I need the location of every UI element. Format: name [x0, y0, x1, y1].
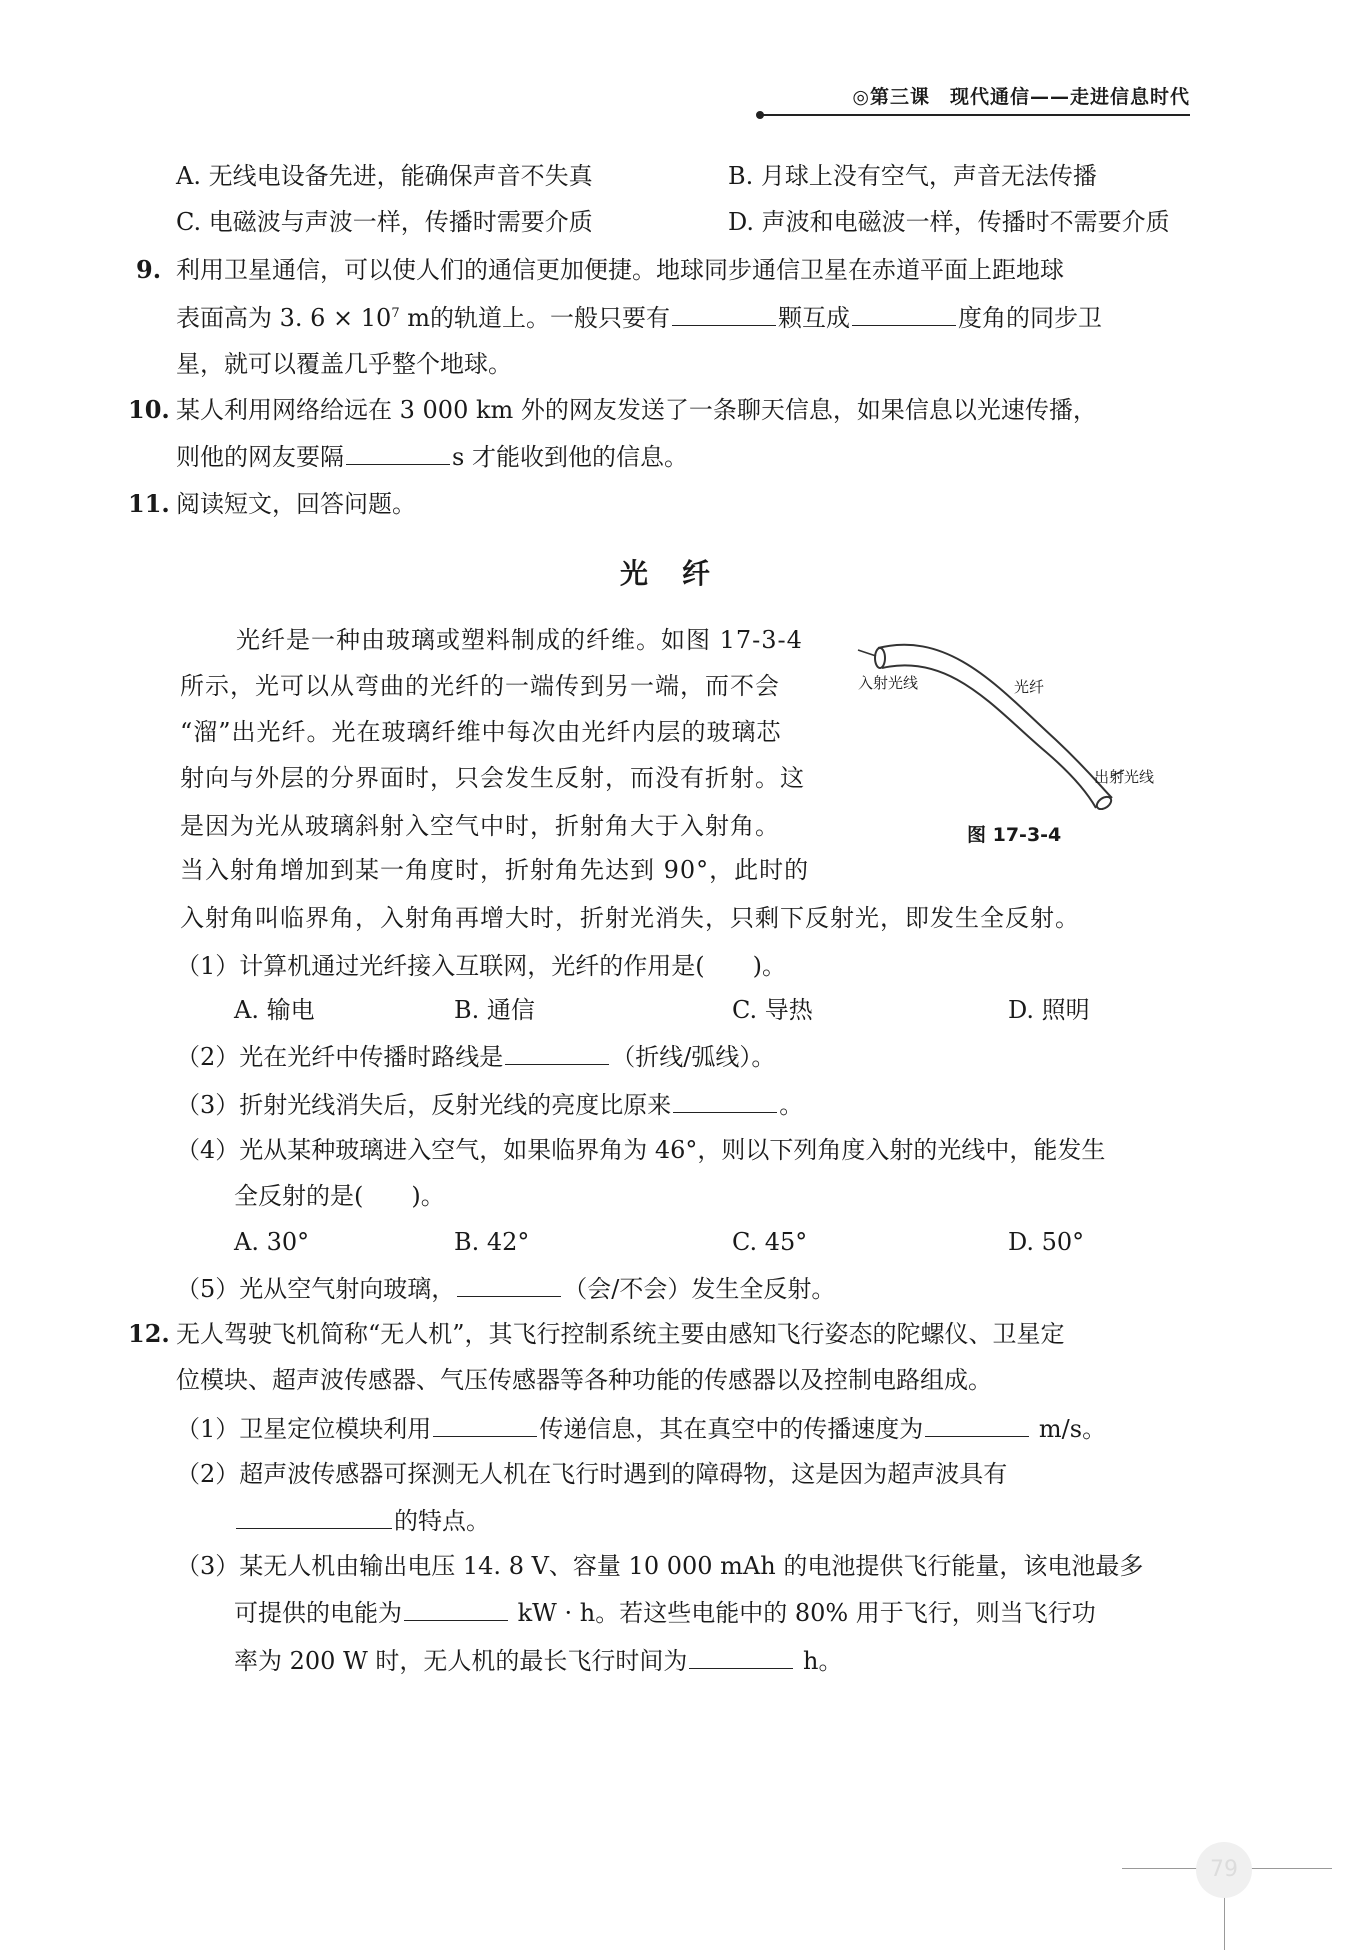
figure-label-incident: 入射光线 — [858, 674, 919, 692]
answer-blank[interactable] — [404, 1596, 508, 1621]
q11-sub4-option-a: A. 30° — [234, 1228, 310, 1256]
q12-sub3-text: 率为 200 W 时，无人机的最长飞行时间为 — [234, 1647, 688, 1675]
q12-sub1 — [176, 1412, 1106, 1445]
answer-blank[interactable] — [457, 1272, 561, 1297]
q11-sub2-text: （2）光在光纤中传播时路线是 — [176, 1043, 504, 1071]
q12-sub2-line-2 — [234, 1504, 490, 1537]
q9-line-2 — [176, 298, 1102, 334]
q11-sub4-option-c: C. 45° — [732, 1228, 808, 1256]
q8-option-b: B. 月球上没有空气，声音无法传播 — [728, 162, 1097, 190]
q11-sub4-line-1: （4）光从某种玻璃进入空气，如果临界角为 46°，则以下列角度入射的光线中，能发生 — [176, 1136, 1106, 1164]
answer-blank[interactable] — [852, 301, 956, 326]
q11-sub2 — [176, 1040, 775, 1073]
q10-line-2 — [176, 440, 688, 473]
q12-sub3-line-2 — [234, 1596, 1096, 1629]
q9-text: 度角的同步卫 — [958, 304, 1103, 332]
passage-line: 入射角叫临界角，入射角再增大时，折射光消失，只剩下反射光，即发生全反射。 — [180, 904, 1080, 932]
q10-line-1: 某人利用网络给远在 3 000 km 外的网友发送了一条聊天信息，如果信息以光速传播， — [176, 396, 1097, 424]
q9-line-3: 星，就可以覆盖几乎整个地球。 — [176, 350, 512, 378]
question-number: 10. — [128, 395, 170, 424]
q12-sub3-line-1: （3）某无人机由输出电压 14. 8 V、容量 10 000 mAh 的电池提供飞行能量，该电池最多 — [176, 1552, 1144, 1580]
q12-line-1: 无人驾驶飞机简称“无人机”，其飞行控制系统主要由感知飞行姿态的陀螺仪、卫星定 — [176, 1320, 1065, 1348]
q11-sub5-text: （5）光从空气射向玻璃， — [176, 1275, 456, 1303]
q9-line-1: 利用卫星通信，可以使人们的通信更加便捷。地球同步通信卫星在赤道平面上距地球 — [176, 256, 1064, 284]
answer-blank[interactable] — [236, 1504, 392, 1529]
q8-option-c: C. 电磁波与声波一样，传播时需要介质 — [176, 208, 593, 236]
page-number: 79 — [1196, 1842, 1252, 1898]
passage-line: 当入射角增加到某一角度时，折射角先达到 90°，此时的 — [180, 856, 810, 884]
q11-sub5-text: （会/不会）发生全反射。 — [563, 1275, 836, 1303]
q12-sub2-text: 的特点。 — [394, 1507, 490, 1535]
figure-label-exit: 出射光线 — [1094, 768, 1155, 786]
q9-text: 表面高为 3. 6 × 10 — [176, 304, 392, 332]
q11-sub1-option-b: B. 通信 — [454, 996, 535, 1024]
q9-text: 颗互成 — [778, 304, 851, 332]
q12-line-2: 位模块、超声波传感器、气压传感器等各种功能的传感器以及控制电路组成。 — [176, 1366, 992, 1394]
q11-sub1-option-c: C. 导热 — [732, 996, 813, 1024]
q12-sub1-text: （1）卫星定位模块利用 — [176, 1415, 432, 1443]
passage-line: 光纤是一种由玻璃或塑料制成的纤维。如图 17-3-4 — [236, 626, 803, 654]
passage-line: 射向与外层的分界面时，只会发生反射，而没有折射。这 — [180, 764, 805, 792]
figure-label-fiber: 光纤 — [1014, 678, 1045, 696]
q12-sub2-line-1: （2）超声波传感器可探测无人机在飞行时遇到的障碍物，这是因为超声波具有 — [176, 1460, 1008, 1488]
question-number: 11. — [128, 489, 170, 518]
q12-sub1-text: m/s。 — [1038, 1415, 1107, 1443]
q12-sub1-text: 传递信息，其在真空中的传播速度为 — [539, 1415, 924, 1443]
q11-sub3-text: （3）折射光线消失后，反射光线的亮度比原来 — [176, 1091, 672, 1119]
q11-sub1-option-a: A. 输电 — [234, 996, 315, 1024]
q12-sub3-text: h。 — [803, 1647, 843, 1675]
passage-line: 所示，光可以从弯曲的光纤的一端传到另一端，而不会 — [180, 672, 780, 700]
q11-sub5 — [176, 1272, 835, 1305]
answer-blank[interactable] — [433, 1412, 537, 1437]
question-number: 9. — [136, 255, 162, 284]
question-number: 12. — [128, 1319, 170, 1348]
header-rule — [760, 114, 1190, 116]
q11-sub1: （1）计算机通过光纤接入互联网，光纤的作用是( )。 — [176, 952, 786, 980]
answer-blank[interactable] — [672, 301, 776, 326]
answer-blank[interactable] — [673, 1088, 777, 1113]
q9-text: m的轨道上。一般只要有 — [399, 304, 671, 332]
section-header: ◎第三课 现代通信——走进信息时代 — [852, 86, 1190, 108]
q11-sub3 — [176, 1088, 803, 1121]
q10-text: s 才能收到他的信息。 — [452, 443, 688, 471]
passage-title: 光纤 — [620, 557, 745, 590]
q11-sub4-line-2: 全反射的是( )。 — [234, 1182, 445, 1210]
q12-sub3-text: 可提供的电能为 — [234, 1599, 402, 1627]
q11-sub1-option-d: D. 照明 — [1008, 996, 1090, 1024]
answer-blank[interactable] — [689, 1644, 793, 1669]
q8-option-d: D. 声波和电磁波一样，传播时不需要介质 — [728, 208, 1170, 236]
q11-sub4-option-b: B. 42° — [454, 1228, 530, 1256]
q11-sub4-option-d: D. 50° — [1008, 1228, 1085, 1256]
q12-sub3-line-3 — [234, 1644, 842, 1677]
q9-exponent: 7 — [391, 306, 400, 321]
q11-intro: 阅读短文，回答问题。 — [176, 490, 416, 518]
q10-text: 则他的网友要隔 — [176, 443, 344, 471]
answer-blank[interactable] — [346, 440, 450, 465]
answer-blank[interactable] — [505, 1040, 609, 1065]
passage-line: 是因为光从玻璃斜射入空气中时，折射角大于入射角。 — [180, 812, 780, 840]
passage-line: “溜”出光纤。光在玻璃纤维中每次由光纤内层的玻璃芯 — [180, 718, 782, 746]
q12-sub3-text: kW · h。若这些电能中的 80% 用于飞行，则当飞行功 — [517, 1599, 1096, 1627]
figure-caption: 图 17-3-4 — [967, 824, 1062, 846]
q11-sub3-text: 。 — [779, 1091, 804, 1119]
q11-sub2-text: （折线/弧线）。 — [611, 1043, 776, 1071]
answer-blank[interactable] — [925, 1412, 1029, 1437]
q8-option-a: A. 无线电设备先进，能确保声音不失真 — [176, 162, 593, 190]
